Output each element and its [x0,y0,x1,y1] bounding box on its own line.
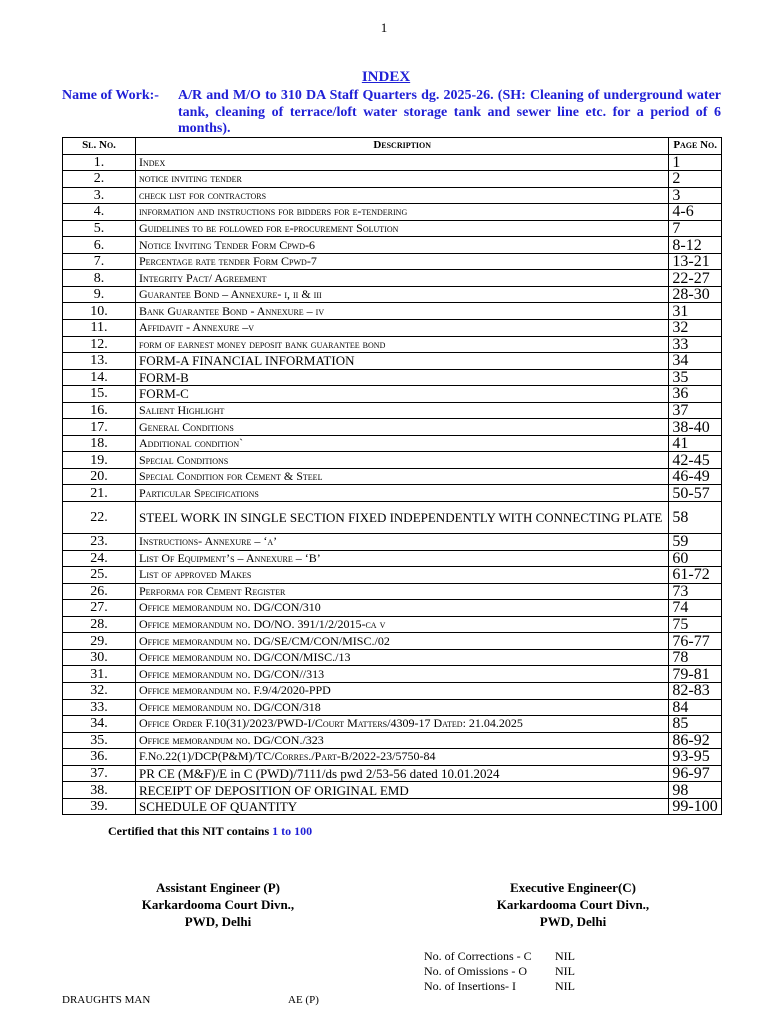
table-row [63,386,722,403]
header-description: Description [136,138,669,155]
row-description: Office memorandum no. DG/CON/318 [136,699,669,716]
row-description: Performa for Cement Register [136,583,669,600]
row-description: Office memorandum no. DG/SE/CM/CON/MISC./02 [136,633,669,650]
row-description: Office memorandum no. DG/CON/MISC./13 [136,649,669,666]
row-description: F.No.22(1)/DCP(P&M)/TC/Corres./Part-B/2022-23/5750-84 [136,749,669,766]
table-row [63,485,722,502]
row-sl-no: 22. [63,502,136,534]
row-description: List Of Equipment’s – Annexure – ‘B’ [136,550,669,567]
table-row [63,550,722,567]
row-sl-no: 21. [63,485,136,502]
row-page-no: 98 [669,782,722,799]
table-row [63,353,722,370]
signature-title: Executive Engineer(C) [509,880,636,895]
row-page-no: 42-45 [669,452,722,469]
row-page-no: 84 [669,699,722,716]
insertions-label: No. of Insertions- I [424,979,516,993]
row-sl-no: 37. [63,765,136,782]
table-row [63,716,722,733]
footer-ae: AE (P) [288,994,319,1006]
table-row [63,583,722,600]
page-number: 1 [380,20,388,35]
row-description: Integrity Pact/ Agreement [136,270,669,287]
header-sl-no: Sl. No. [63,138,136,155]
row-sl-no: 16. [63,402,136,419]
row-page-no: 13-21 [669,253,722,270]
table-row [63,237,722,254]
row-page-no: 74 [669,600,722,617]
table-row [63,171,722,188]
insertions-row [424,979,575,994]
signature-executive-engineer [473,879,673,930]
table-row [63,502,722,534]
row-page-no: 32 [669,320,722,337]
row-sl-no: 33. [63,699,136,716]
row-page-no: 50-57 [669,485,722,502]
signature-division: Karkardooma Court Divn., [141,897,295,912]
row-description: FORM-B [136,369,669,386]
corrections-summary [424,949,575,994]
row-sl-no: 18. [63,435,136,452]
row-page-no: 1 [669,154,722,171]
omissions-row [424,964,575,979]
table-row [63,699,722,716]
table-row [63,320,722,337]
row-sl-no: 5. [63,220,136,237]
row-page-no: 99-100 [669,798,722,815]
row-page-no: 22-27 [669,270,722,287]
row-description: Office memorandum no. DG/CON/310 [136,600,669,617]
table-row [63,749,722,766]
row-description: information and instructions for bidders for e-tendering [136,204,669,221]
row-sl-no: 14. [63,369,136,386]
row-sl-no: 19. [63,452,136,469]
row-page-no: 34 [669,353,722,370]
row-description: Additional condition` [136,435,669,452]
row-description: Office Order F.10(31)/2023/PWD-I/Court Matters/4309-17 Dated: 21.04.2025 [136,716,669,733]
row-sl-no: 36. [63,749,136,766]
row-page-no: 7 [669,220,722,237]
footer-draughtsman: DRAUGHTS MAN [62,994,151,1006]
row-page-no: 46-49 [669,468,722,485]
row-description: check list for contractors [136,187,669,204]
row-description: Office memorandum no. F.9/4/2020-PPD [136,682,669,699]
table-row [63,154,722,171]
row-sl-no: 39. [63,798,136,815]
row-page-no: 8-12 [669,237,722,254]
row-page-no: 3 [669,187,722,204]
row-page-no: 37 [669,402,722,419]
table-row [63,765,722,782]
row-description: form of earnest money deposit bank guarantee bond [136,336,669,353]
table-row [63,303,722,320]
row-description: notice inviting tender [136,171,669,188]
row-sl-no: 8. [63,270,136,287]
certified-text: Certified that this NIT contains [108,824,270,838]
table-body [63,154,722,815]
row-page-no: 85 [669,716,722,733]
header-page-no: Page No. [669,138,722,155]
row-description: Index [136,154,669,171]
row-description: Guidelines to be followed for e-procurement Solution [136,220,669,237]
row-page-no: 59 [669,534,722,551]
row-sl-no: 27. [63,600,136,617]
row-sl-no: 35. [63,732,136,749]
row-sl-no: 1. [63,154,136,171]
row-page-no: 60 [669,550,722,567]
row-page-no: 2 [669,171,722,188]
row-description: Guarantee Bond – Annexure- i, ii & iii [136,286,669,303]
row-sl-no: 15. [63,386,136,403]
table-row [63,369,722,386]
table-row [63,782,722,799]
row-page-no: 36 [669,386,722,403]
table-row [63,666,722,683]
table-header-row [63,138,722,155]
row-page-no: 35 [669,369,722,386]
table-row [63,452,722,469]
table-row [63,649,722,666]
row-page-no: 93-95 [669,749,722,766]
table-row [63,402,722,419]
row-sl-no: 34. [63,716,136,733]
table-row [63,220,722,237]
row-sl-no: 7. [63,253,136,270]
row-sl-no: 32. [63,682,136,699]
corrections-value: NIL [555,949,575,963]
signature-assistant-engineer [118,879,318,930]
signature-office: PWD, Delhi [539,914,607,929]
row-description: Office memorandum no. DG/CON//313 [136,666,669,683]
name-of-work-label: Name of Work:- [62,88,159,103]
table-row [63,633,722,650]
corrections-label: No. of Corrections - C [424,949,532,963]
row-description: Instructions- Annexure – ‘a’ [136,534,669,551]
row-description: Office memorandum no. DG/CON./323 [136,732,669,749]
row-sl-no: 30. [63,649,136,666]
table-row [63,616,722,633]
row-sl-no: 10. [63,303,136,320]
row-sl-no: 11. [63,320,136,337]
row-sl-no: 29. [63,633,136,650]
row-sl-no: 3. [63,187,136,204]
row-description: Notice Inviting Tender Form Cpwd-6 [136,237,669,254]
table-row [63,253,722,270]
row-description: Affidavit - Annexure –v [136,320,669,337]
table-row [63,567,722,584]
table-row [63,204,722,221]
table-row [63,187,722,204]
row-description: STEEL WORK IN SINGLE SECTION FIXED INDEPENDENTLY WITH CONNECTING PLATE [136,502,669,534]
table-row [63,419,722,436]
table-row [63,286,722,303]
index-table [62,137,722,815]
row-description: Bank Guarantee Bond - Annexure – iv [136,303,669,320]
row-description: Salient Highlight [136,402,669,419]
row-page-no: 73 [669,583,722,600]
row-description: Office memorandum no. DO/NO. 391/1/2/2015-ca v [136,616,669,633]
row-page-no: 31 [669,303,722,320]
row-sl-no: 24. [63,550,136,567]
row-sl-no: 23. [63,534,136,551]
row-sl-no: 31. [63,666,136,683]
signature-office: PWD, Delhi [184,914,252,929]
table-row [63,798,722,815]
row-sl-no: 20. [63,468,136,485]
omissions-value: NIL [555,964,575,978]
row-page-no: 86-92 [669,732,722,749]
row-sl-no: 28. [63,616,136,633]
row-sl-no: 6. [63,237,136,254]
row-description: Percentage rate tender Form Cpwd-7 [136,253,669,270]
row-sl-no: 17. [63,419,136,436]
omissions-label: No. of Omissions - O [424,964,528,978]
table-row [63,682,722,699]
row-page-no: 38-40 [669,419,722,436]
row-description: FORM-A FINANCIAL INFORMATION [136,353,669,370]
certified-range: 1 to 100 [272,824,313,838]
row-description: Special Conditions [136,452,669,469]
row-page-no: 82-83 [669,682,722,699]
row-page-no: 41 [669,435,722,452]
row-page-no: 96-97 [669,765,722,782]
table-row [63,600,722,617]
row-description: General Conditions [136,419,669,436]
certified-line [108,824,312,839]
row-page-no: 58 [669,502,722,534]
row-sl-no: 38. [63,782,136,799]
row-sl-no: 25. [63,567,136,584]
row-page-no: 4-6 [669,204,722,221]
row-page-no: 28-30 [669,286,722,303]
row-description: RECEIPT OF DEPOSITION OF ORIGINAL EMD [136,782,669,799]
signature-title: Assistant Engineer (P) [156,880,280,895]
row-description: PR CE (M&F)/E in C (PWD)/7111/ds pwd 2/53-56 dated 10.01.2024 [136,765,669,782]
corrections-row [424,949,575,964]
insertions-value: NIL [555,979,575,993]
index-title: INDEX [361,69,411,85]
row-description: List of approved Makes [136,567,669,584]
row-description: SCHEDULE OF QUANTITY [136,798,669,815]
signature-division: Karkardooma Court Divn., [496,897,650,912]
row-sl-no: 12. [63,336,136,353]
row-description: FORM-C [136,386,669,403]
row-page-no: 75 [669,616,722,633]
row-description: Particular Specifications [136,485,669,502]
table-row [63,270,722,287]
name-of-work-text: A/R and M/O to 310 DA Staff Quarters dg. 2025-26. (SH: Cleaning of underground water tank, cleaning of terrace/loft water storage tank and sewer line etc. for a period of 6 months). [178,88,721,136]
row-sl-no: 26. [63,583,136,600]
row-description: Special Condition for Cement & Steel [136,468,669,485]
table-row [63,534,722,551]
row-sl-no: 13. [63,353,136,370]
table-row [63,435,722,452]
table-row [63,336,722,353]
row-sl-no: 2. [63,171,136,188]
row-sl-no: 4. [63,204,136,221]
row-page-no: 33 [669,336,722,353]
row-page-no: 78 [669,649,722,666]
row-sl-no: 9. [63,286,136,303]
table-row [63,468,722,485]
row-page-no: 76-77 [669,633,722,650]
row-page-no: 79-81 [669,666,722,683]
table-row [63,732,722,749]
row-page-no: 61-72 [669,567,722,584]
